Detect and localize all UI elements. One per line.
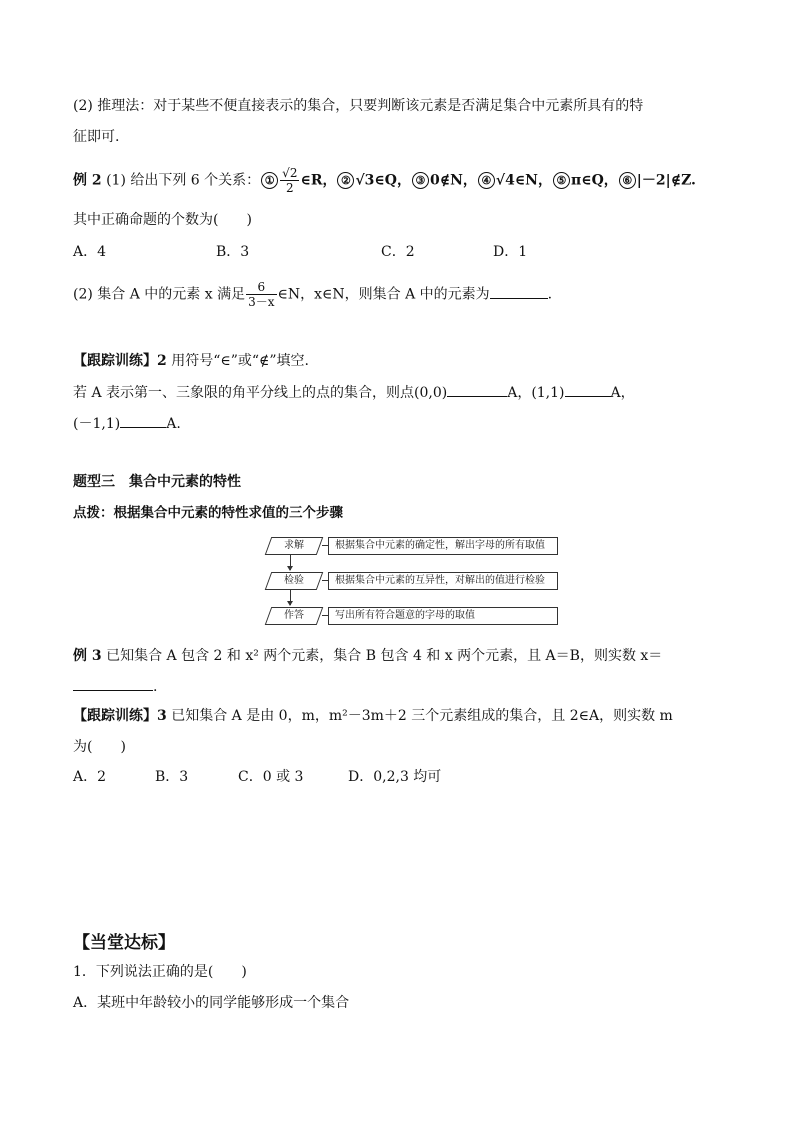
circle-4: ④ — [478, 172, 495, 189]
followup3-choice-b: B．3 — [155, 769, 189, 785]
followup3-choice-c: C．0 或 3 — [238, 769, 304, 785]
arrow-head-icon — [287, 601, 293, 606]
example2-choice-c: C．2 — [381, 244, 415, 260]
example2-part1-prefix: (1) 给出下列 6 个关系： — [106, 172, 261, 189]
circle-3: ③ — [412, 172, 429, 189]
followup3-label: 【跟踪训练】3 — [73, 708, 167, 724]
followup3-text — [73, 706, 673, 726]
followup2-label: 【跟踪训练】2 — [73, 353, 167, 369]
relation-1-fraction: $\frac{√2}{2}$ — [282, 166, 298, 195]
example3-label: 例 3 — [73, 648, 102, 664]
classwork-q1: 1．下列说法正确的是( ) — [73, 964, 247, 980]
circle-6: ⑥ — [619, 172, 636, 189]
example2-part2-suffix: ∈N，x∈N，则集合 A 中的元素为 — [277, 286, 490, 303]
example2-choice-b: B．3 — [216, 244, 250, 260]
example2-label: 例 2 — [73, 172, 102, 189]
followup2-line3-b: A. — [166, 416, 181, 432]
reasoning-line-2: 征即可. — [73, 129, 120, 145]
followup2-line2-a: 若 A 表示第一、三象限的角平分线上的点的集合，则点(0,0) — [73, 385, 448, 401]
example2-part2-end: . — [547, 286, 553, 303]
circle-2: ② — [337, 172, 354, 189]
flow-desc-answer: 写出所有符合题意的字母的取值 — [328, 607, 558, 625]
example2-choice-a: A．4 — [73, 244, 107, 260]
example2-part2 — [73, 280, 552, 309]
example3-text — [73, 646, 662, 666]
followup2-line3-a: (－1,1) — [73, 416, 121, 432]
flow-desc-solve: 根据集合中元素的确定性，解出字母的所有取值 — [328, 537, 558, 555]
example3-answer-line — [73, 676, 157, 697]
relation-1: ∈R， — [300, 172, 337, 189]
example2-relations — [73, 166, 696, 195]
followup2-line2-c: A， — [610, 385, 635, 401]
circle-5: ⑤ — [553, 172, 570, 189]
blank-point-11[interactable] — [565, 382, 611, 397]
section3-tip: 点拨：根据集合中元素的特性求值的三个步骤 — [73, 505, 343, 521]
followup2-heading — [73, 351, 309, 371]
example3-body: 已知集合 A 包含 2 和 x² 两个元素，集合 B 包含 4 和 x 两个元素，且 A＝B，则实数 x＝ — [101, 648, 663, 664]
example3-answer-blank[interactable] — [73, 676, 153, 691]
followup2-line2-b: A，(1,1) — [507, 385, 565, 401]
flow-step-check: 检验 — [265, 572, 324, 590]
followup3-body: 已知集合 A 是由 0，m，m²－3m＋2 三个元素组成的集合，且 2∈A，则实数 m — [166, 708, 673, 724]
section3-title: 题型三 集合中元素的特性 — [73, 474, 241, 490]
relation-4: √4∈N， — [495, 172, 552, 189]
circle-1: ① — [261, 172, 278, 189]
example2-question: 其中正确命题的个数为( ) — [73, 212, 252, 228]
reasoning-line-1: (2) 推理法：对于某些不便直接表示的集合，只要判断该元素是否满足集合中元素所具有的特 — [73, 98, 644, 114]
flow-desc-check: 根据集合中元素的互异性，对解出的值进行检验 — [328, 572, 558, 590]
example2-part2-prefix: (2) 集合 A 中的元素 x 满足 — [73, 286, 246, 303]
followup2-line3 — [73, 413, 181, 434]
blank-point-m11[interactable] — [120, 413, 166, 428]
flow-step-answer: 作答 — [265, 607, 324, 625]
blank-point-00[interactable] — [447, 382, 507, 397]
relation-5: π∈Q， — [570, 172, 618, 189]
example3-end: . — [153, 679, 158, 695]
followup3-choice-d: D．0,2,3 均可 — [348, 769, 442, 785]
relation-2: √3∈Q， — [355, 172, 411, 189]
followup3-line2: 为( ) — [73, 739, 126, 755]
relation-6: |－2|∉Z. — [636, 172, 696, 189]
relation-3: 0∉N， — [429, 172, 477, 189]
classwork-q1-option-a: A．某班中年龄较小的同学能够形成一个集合 — [73, 995, 350, 1011]
part2-fraction: $\frac{6}{3-x}$ — [248, 280, 275, 309]
flow-step-solve: 求解 — [265, 537, 324, 555]
arrow-head-icon — [287, 566, 293, 571]
followup2-text: 用符号“∈”或“∉”填空. — [166, 353, 310, 369]
classwork-title: 【当堂达标】 — [73, 933, 175, 953]
example2-answer-blank[interactable] — [490, 284, 548, 299]
followup2-line2 — [73, 382, 635, 403]
followup3-choice-a: A．2 — [73, 769, 107, 785]
example2-choice-d: D．1 — [493, 244, 528, 260]
